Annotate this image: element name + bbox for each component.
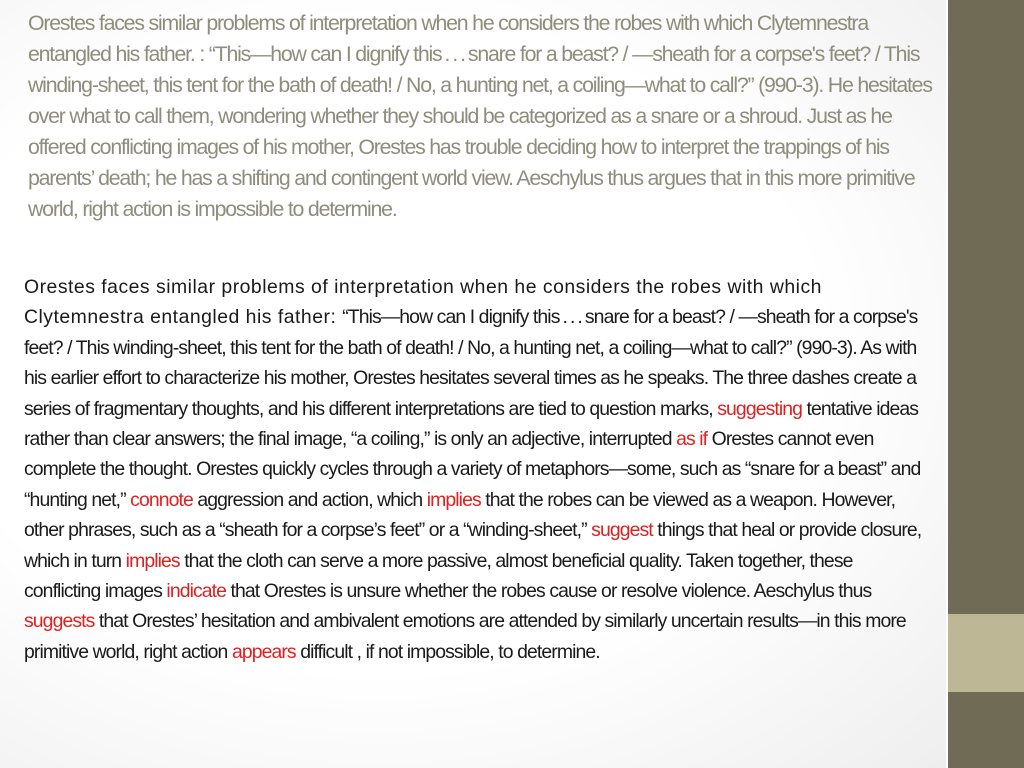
body-text-segment: aggression and action, which — [192, 488, 427, 511]
body-text-segment: that the robes can be viewed as a weapon. However, other phrases, such as a “sheath for a corpse’s feet” or a “winding-sheet,” — [24, 488, 896, 542]
highlighted-word: as if — [676, 428, 708, 451]
slide-body-paragraph — [24, 272, 932, 667]
highlighted-word: implies — [426, 488, 481, 511]
body-text-segment: that Orestes’ hesitation and ambivalent emotions are attended by similarly uncertain results—in this more primitive world, right action — [24, 610, 906, 663]
body-text-segment: tentative ideas rather than clear answers; the final image, “a coiling,” is only an adjective, interrupted — [24, 397, 919, 451]
decorative-sidebar-band — [948, 614, 1024, 692]
highlighted-word: suggest — [591, 519, 653, 542]
body-text-segment: “This—how can I dignify this . . . snare for a beast? / —sheath for a corpse's feet? / This winding-sheet, this tent for the bath of death! / No, a hunting net, a coiling—what to call?” (990-3). As with his earlier effort to characterize his mother, Orestes hesitates several times as he speaks. The three dashes create a series of fragmentary thoughts, and his different interpretations are tied to question marks, — [24, 306, 918, 420]
body-text-segment: difficult , if not impossible, to determine. — [295, 640, 600, 663]
body-text-segment: that Orestes is unsure whether the robes cause or resolve violence. Aeschylus thus — [226, 580, 872, 603]
highlighted-word: indicate — [166, 580, 227, 603]
body-text-segment: things that heal or provide closure, which in turn — [24, 519, 922, 572]
body-text-segment: Orestes faces similar problems of interpretation when he considers the robes with which Clytemnestra entangled his father: — [24, 276, 822, 329]
highlighted-word: appears — [231, 640, 296, 663]
highlighted-word: implies — [125, 549, 180, 572]
slide-title: Orestes faces similar problems of interpretation when he considers the robes with which Clytemnestra entangled his father. : “This—how can I dignify this . . . snare for a beast? / —sheath for a corpse's feet? / This winding-sheet, this tent for the bath of death! / No, a hunting net, a coiling—what to call?” (990-3). He hesitates over what to call them, wondering whether they should be categorized as a snare or a shroud. Just as he offered conflicting images of his mother, Orestes has trouble deciding how to interpret the trappings of his parents’ death; he has a shifting and contingent world view. Aeschylus thus argues that in this more primitive world, right action is impossible to determine. — [28, 11, 932, 221]
body-text-segment: Orestes cannot even complete the thought. Orestes quickly cycles through a variety of metaphors—some, such as “snare for a beast” and “hunting net,” — [24, 428, 921, 511]
highlighted-word: suggests — [24, 610, 95, 633]
body-text-segment: that the cloth can serve a more passive, almost beneficial quality. Taken together, these conflicting images — [24, 549, 853, 603]
highlighted-word: connote — [130, 488, 193, 511]
highlighted-word: suggesting — [717, 397, 803, 420]
